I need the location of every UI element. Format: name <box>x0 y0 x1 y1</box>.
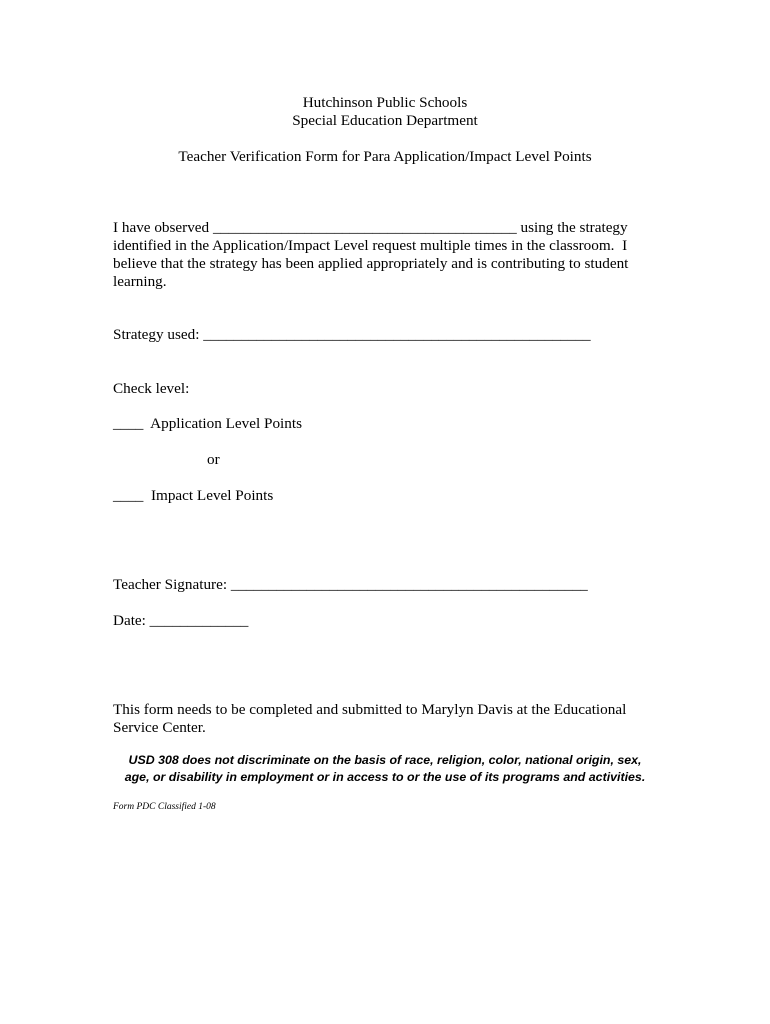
department-name: Special Education Department <box>292 112 478 129</box>
statement-line-1: I have observed ________________________________________ using the strategy <box>113 219 628 236</box>
check-level-heading: Check level: <box>113 380 190 397</box>
application-level-option: ____ Application Level Points <box>113 415 302 432</box>
submission-line-1: This form needs to be completed and submitted to Marylyn Davis at the Educational <box>113 701 627 718</box>
nondiscrimination-line-2: age, or disability in employment or in access to or the use of its programs and activities. <box>124 770 646 784</box>
submission-line-2: Service Center. <box>113 719 206 736</box>
date-field: Date: _____________ <box>113 612 249 629</box>
form-code: Form PDC Classified 1-08 <box>113 802 216 812</box>
teacher-signature-field: Teacher Signature: _______________________________________________ <box>113 576 588 593</box>
form-title: Teacher Verification Form for Para Application/Impact Level Points <box>178 148 592 165</box>
school-name: Hutchinson Public Schools <box>302 94 468 111</box>
strategy-used-field: Strategy used: ___________________________________________________ <box>113 326 591 343</box>
impact-level-option: ____ Impact Level Points <box>113 487 274 504</box>
statement-line-2: identified in the Application/Impact Level request multiple times in the classroom. I <box>113 237 628 254</box>
statement-line-4: learning. <box>113 273 167 290</box>
nondiscrimination-line-1: USD 308 does not discriminate on the basis of race, religion, color, national origin, sex, <box>128 753 642 767</box>
or-text: or <box>207 451 220 468</box>
statement-line-3: believe that the strategy has been applied appropriately and is contributing to student <box>113 255 629 272</box>
